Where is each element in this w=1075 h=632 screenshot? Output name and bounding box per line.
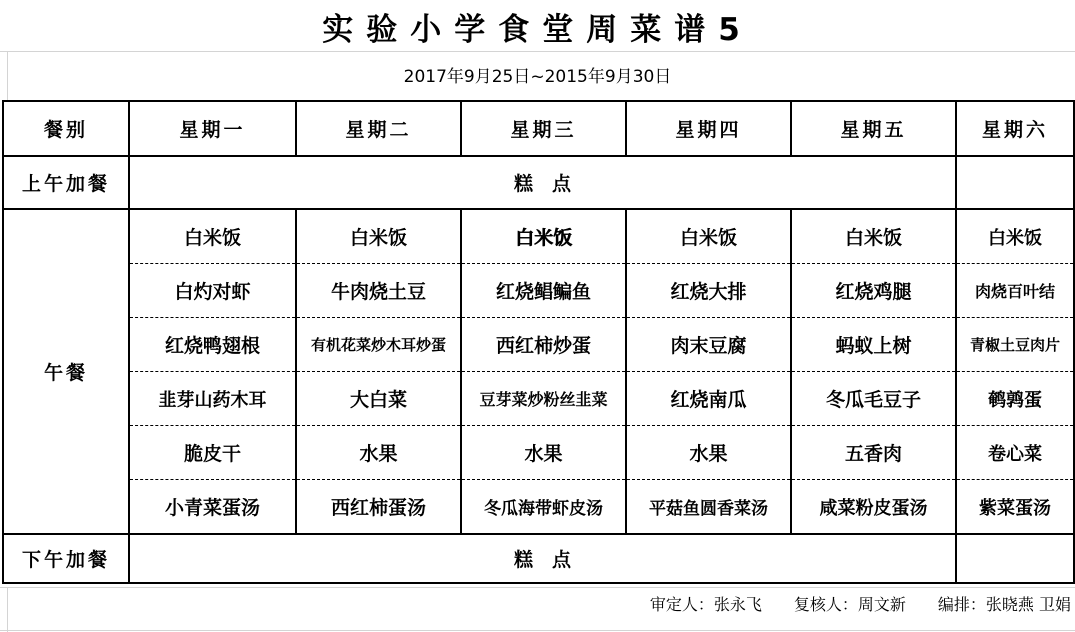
dish-cell: 小青菜蛋汤	[129, 480, 296, 535]
dish-cell: 西红柿蛋汤	[296, 480, 461, 535]
afternoon-snack-value: 糕 点	[129, 534, 956, 583]
morning-snack-label: 上午加餐	[3, 156, 129, 209]
dish-cell: 白米饭	[461, 209, 626, 264]
reviewer-text: 复核人：周文新	[793, 595, 906, 614]
dish-cell: 大白菜	[296, 372, 461, 426]
header-saturday: 星期六	[956, 101, 1074, 156]
dish-cell: 白米饭	[791, 209, 956, 264]
dish-cell: 有机花菜炒木耳炒蛋	[296, 318, 461, 372]
empty-cell	[956, 156, 1074, 209]
lunch-row	[3, 209, 1074, 264]
dish-cell: 水果	[296, 426, 461, 480]
lunch-row	[3, 264, 1074, 318]
dish-cell: 水果	[461, 426, 626, 480]
editor-text: 编排：张晓燕 卫娟	[937, 595, 1071, 614]
dish-cell: 蚂蚁上树	[791, 318, 956, 372]
menu-table	[2, 100, 1075, 584]
dish-cell: 红烧鸡腿	[791, 264, 956, 318]
dish-cell: 豆芽菜炒粉丝韭菜	[461, 372, 626, 426]
afternoon-snack-row	[3, 534, 1074, 583]
dish-cell: 脆皮干	[129, 426, 296, 480]
morning-snack-row	[3, 156, 1074, 209]
dish-cell: 紫菜蛋汤	[956, 480, 1074, 535]
afternoon-snack-label: 下午加餐	[3, 534, 129, 583]
dish-cell: 西红柿炒蛋	[461, 318, 626, 372]
lunch-label: 午餐	[3, 209, 129, 534]
dish-cell: 红烧鲳鳊鱼	[461, 264, 626, 318]
dish-cell: 白米饭	[296, 209, 461, 264]
dish-cell: 白灼对虾	[129, 264, 296, 318]
header-meal-type: 餐别	[3, 101, 129, 156]
dish-cell: 青椒土豆肉片	[956, 318, 1074, 372]
dish-cell: 白米饭	[626, 209, 791, 264]
header-thursday: 星期四	[626, 101, 791, 156]
signoff-line	[650, 592, 1071, 615]
dish-cell: 五香肉	[791, 426, 956, 480]
dish-cell: 韭芽山药木耳	[129, 372, 296, 426]
dish-cell: 鹌鹑蛋	[956, 372, 1074, 426]
header-row	[3, 101, 1074, 156]
dish-cell: 水果	[626, 426, 791, 480]
header-friday: 星期五	[791, 101, 956, 156]
approver-text: 审定人：张永飞	[649, 595, 762, 614]
morning-snack-value: 糕 点	[129, 156, 956, 209]
dish-cell: 红烧鸭翅根	[129, 318, 296, 372]
empty-cell	[956, 534, 1074, 583]
header-wednesday: 星期三	[461, 101, 626, 156]
gridline-bottom	[0, 630, 1075, 631]
dish-cell: 红烧大排	[626, 264, 791, 318]
dish-cell: 白米饭	[956, 209, 1074, 264]
dish-cell: 平菇鱼圆香菜汤	[626, 480, 791, 535]
dish-cell: 肉末豆腐	[626, 318, 791, 372]
dish-cell: 红烧南瓜	[626, 372, 791, 426]
lunch-row	[3, 318, 1074, 372]
dish-cell: 咸菜粉皮蛋汤	[791, 480, 956, 535]
lunch-row	[3, 372, 1074, 426]
lunch-row	[3, 480, 1074, 535]
header-monday: 星期一	[129, 101, 296, 156]
dish-cell: 白米饭	[129, 209, 296, 264]
gridline-below-table	[0, 587, 1075, 588]
page-title: 实验小学食堂周菜谱5	[322, 12, 753, 48]
header-tuesday: 星期二	[296, 101, 461, 156]
date-range: 2017年9月25日~2015年9月30日	[403, 67, 672, 87]
dish-cell: 肉烧百叶结	[956, 264, 1074, 318]
dish-cell: 冬瓜海带虾皮汤	[461, 480, 626, 535]
dish-cell: 牛肉烧土豆	[296, 264, 461, 318]
gridline-left-bottom	[7, 587, 8, 632]
gridline-below-title	[0, 51, 1075, 52]
dish-cell: 冬瓜毛豆子	[791, 372, 956, 426]
dish-cell: 卷心菜	[956, 426, 1074, 480]
lunch-row	[3, 426, 1074, 480]
